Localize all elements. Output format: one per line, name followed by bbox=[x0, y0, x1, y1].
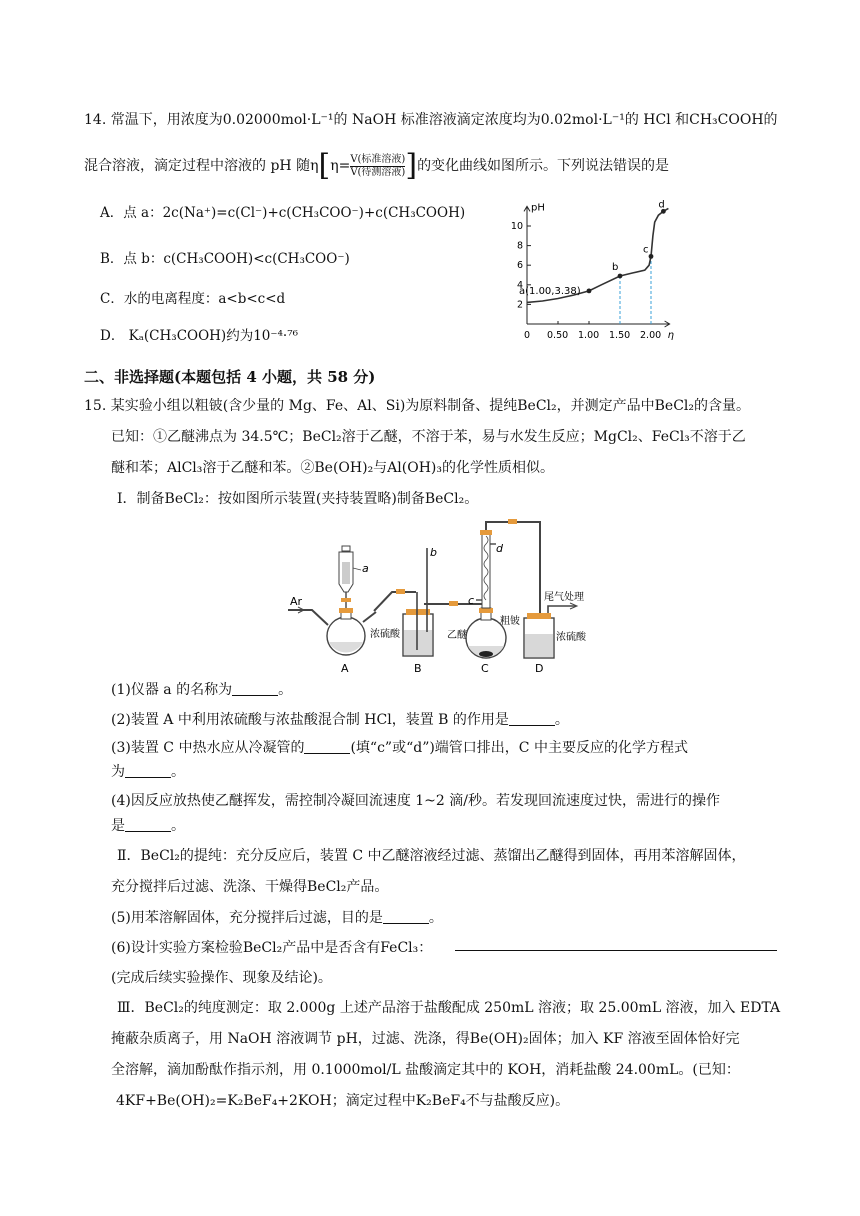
label-tail-gas: 尾气处理 bbox=[544, 592, 584, 603]
flask-a bbox=[327, 608, 376, 655]
frac-denominator: V(待测溶液) bbox=[350, 166, 406, 178]
data-point bbox=[587, 288, 592, 293]
q2-text: (2)装置 A 中利用浓硫酸与浓盐酸混合制 HCl，装置 B 的作用是 bbox=[111, 712, 509, 728]
q14-option-b: B．点 b：c(CH₃COOH)<c(CH₃COO⁻) bbox=[100, 251, 350, 267]
x-tick-label: 2.00 bbox=[640, 330, 662, 341]
q5-end: 。 bbox=[428, 910, 443, 926]
point-label: d bbox=[658, 199, 665, 211]
tube-a-b bbox=[374, 592, 416, 611]
q15-sub-4a: (4)因反应放热使乙醚挥发，需控制冷凝回流速度 1~2 滴/秒。若发现回流速度过快，需进行的操作 bbox=[111, 793, 720, 809]
label-D: D bbox=[535, 662, 544, 674]
q15-part-2b: 充分搅拌后过滤、洗涤、干燥得BeCl₂产品。 bbox=[111, 879, 389, 895]
x-tick-label: 0.50 bbox=[547, 330, 569, 341]
x-tick-label: 1.50 bbox=[609, 330, 631, 341]
label-B: B bbox=[414, 662, 422, 674]
q15-part-3a: Ⅲ．BeCl₂的纯度测定：取 2.000g 上述产品溶于盐酸配成 250mL 溶液；取 25.00mL 溶液，加入 EDTA bbox=[117, 1000, 781, 1016]
eta-eq: η= bbox=[330, 158, 351, 174]
answer-blank-3b[interactable] bbox=[125, 763, 171, 778]
y-tick-label: 6 bbox=[516, 260, 523, 272]
frac-numerator: V(标准溶液) bbox=[350, 153, 406, 165]
q15-intro-3: 醚和苯；AlCl₃溶于乙醚和苯。②Be(OH)₂与Al(OH)₃的化学性质相似。 bbox=[111, 460, 554, 476]
bracket-right: ] bbox=[405, 148, 418, 183]
section-2-header: 二、非选择题(本题包括 4 小题，共 58 分) bbox=[84, 368, 376, 386]
x-tick-label: 1.00 bbox=[578, 330, 600, 341]
q15-part-3b: 掩蔽杂质离子，用 NaOH 溶液调节 pH，过滤、洗涤，得Be(OH)₂固体；加入 KF 溶液至固体恰好完 bbox=[111, 1031, 740, 1047]
q3a-text: (3)装置 C 中热水应从冷凝管的 bbox=[111, 740, 305, 756]
q15-sub-6b: (完成后续实验操作、现象及结论)。 bbox=[111, 970, 332, 986]
joint-bc bbox=[449, 601, 458, 606]
q14-option-c: C．水的电离程度：a<b<c<d bbox=[100, 291, 286, 307]
q4b-text: 是 bbox=[111, 818, 125, 834]
label-conc-h2so4-2: 浓硫酸 bbox=[556, 632, 586, 643]
q3b-text: (填“c”或“d”)端管口排出，C 中主要反应的化学方程式 bbox=[350, 740, 688, 756]
answer-blank-2[interactable] bbox=[509, 711, 555, 726]
q14-line-2-post: 的变化曲线如图所示。下列说法错误的是 bbox=[417, 158, 670, 174]
bracket-left: [ bbox=[318, 148, 331, 183]
q2-end: 。 bbox=[554, 712, 569, 728]
y-tick-label: 8 bbox=[516, 240, 523, 252]
q15-sub-1 bbox=[111, 680, 292, 700]
answer-blank-6[interactable] bbox=[455, 949, 777, 951]
answer-blank-1[interactable] bbox=[232, 681, 278, 696]
q15-sub-6: (6)设计实验方案检验BeCl₂产品中是否含有FeCl₃： bbox=[111, 940, 433, 956]
q15-part-3d: 4KF+Be(OH)₂=K₂BeF₄+2KOH；滴定过程中K₂BeF₄不与盐酸反应)。 bbox=[116, 1093, 570, 1109]
label-A: A bbox=[341, 662, 349, 674]
q15-sub-4b bbox=[111, 816, 185, 836]
q15-part-2a: Ⅱ．BeCl₂的提纯：充分反应后，装置 C 中乙醚溶液经过滤、蒸馏出乙醚得到固体，再用苯溶解固体， bbox=[117, 848, 746, 864]
q15-part-3c: 全溶解，滴加酚酞作指示剂，用 0.1000mol/L 盐酸滴定其中的 KOH，消耗盐酸 24.00mL。(已知： bbox=[111, 1062, 740, 1078]
apparatus-diagram bbox=[284, 512, 594, 674]
q15-sub-2 bbox=[111, 710, 569, 730]
q3c-text: 为 bbox=[111, 764, 125, 780]
label-crude-be: 粗铍 bbox=[500, 616, 520, 627]
q14-line-1: 14. 常温下，用浓度为0.02000mol·L⁻¹的 NaOH 标准溶液滴定浓度均为0.02mol·L⁻¹的 HCl 和CH₃COOH的 bbox=[84, 112, 778, 128]
answer-blank-4[interactable] bbox=[125, 817, 171, 832]
tube-c-d bbox=[486, 522, 540, 624]
q1-end: 。 bbox=[278, 682, 293, 698]
q15-intro-2: 已知：①乙醚沸点为 34.5℃；BeCl₂溶于乙醚，不溶于苯，易与水发生反应；MgCl₂、FeCl₃不溶于乙 bbox=[111, 429, 746, 445]
eta-fraction bbox=[350, 154, 405, 179]
y-tick-label: 4 bbox=[516, 279, 523, 291]
ar-inlet-tube bbox=[288, 610, 328, 625]
q15-part-1: Ⅰ．制备BeCl₂：按如图所示装置(夹持装置略)制备BeCl₂。 bbox=[117, 491, 479, 507]
x-tick-label: 0 bbox=[524, 330, 531, 341]
point-label: b bbox=[612, 261, 619, 273]
point-label: a(1.00,3.38) bbox=[519, 285, 581, 297]
label-d: d bbox=[496, 542, 503, 555]
q14-line-2 bbox=[84, 148, 669, 184]
q3-end: 。 bbox=[171, 764, 185, 780]
q14-option-a: A．点 a：2c(Na⁺)=c(Cl⁻)+c(CH₃COO⁻)+c(CH₃COOH) bbox=[100, 205, 466, 221]
y-tick-label: 10 bbox=[510, 221, 523, 232]
x-axis-label: η bbox=[667, 330, 674, 341]
a-pointer bbox=[353, 568, 361, 570]
q15-intro-1: 15. 某实验小组以粗铍(含少量的 Mg、Fe、Al、Si)为原料制备、提纯BeCl₂，并测定产品中BeCl₂的含量。 bbox=[84, 398, 751, 414]
label-conc-h2so4-1: 浓硫酸 bbox=[370, 629, 400, 640]
point-label: c bbox=[643, 244, 649, 256]
label-a: a bbox=[362, 562, 369, 575]
joint-cd bbox=[508, 519, 517, 524]
data-point bbox=[649, 254, 654, 259]
titration-curve-chart bbox=[505, 196, 705, 346]
answer-blank-5[interactable] bbox=[383, 909, 429, 924]
label-b: b bbox=[430, 546, 437, 559]
joint-ab bbox=[396, 589, 405, 594]
y-axis-label: pH bbox=[531, 202, 545, 214]
data-point bbox=[618, 274, 623, 279]
q4-end: 。 bbox=[171, 818, 185, 834]
label-C: C bbox=[481, 662, 489, 674]
y-tick-label: 2 bbox=[516, 299, 523, 311]
q15-sub-5 bbox=[111, 908, 443, 928]
bottle-d bbox=[524, 603, 577, 658]
label-ar: Ar bbox=[290, 595, 303, 608]
reflux-condenser bbox=[476, 530, 496, 608]
label-c: c bbox=[468, 594, 475, 607]
q1-text: (1)仪器 a 的名称为 bbox=[111, 682, 233, 698]
bottle-b bbox=[403, 548, 433, 656]
q15-sub-3a bbox=[111, 738, 688, 758]
q5-text: (5)用苯溶解固体，充分搅拌后过滤，目的是 bbox=[111, 910, 383, 926]
label-ether: 乙醚 bbox=[447, 630, 467, 641]
dropping-funnel-a bbox=[339, 546, 353, 608]
q14-option-d: D． Kₐ(CH₃COOH)约为10⁻⁴·⁷⁶ bbox=[100, 328, 299, 344]
q15-sub-3b bbox=[111, 762, 185, 782]
q14-line-2-pre: 混合溶液，滴定过程中溶液的 pH 随η bbox=[84, 158, 319, 174]
answer-blank-3a[interactable] bbox=[304, 739, 350, 754]
